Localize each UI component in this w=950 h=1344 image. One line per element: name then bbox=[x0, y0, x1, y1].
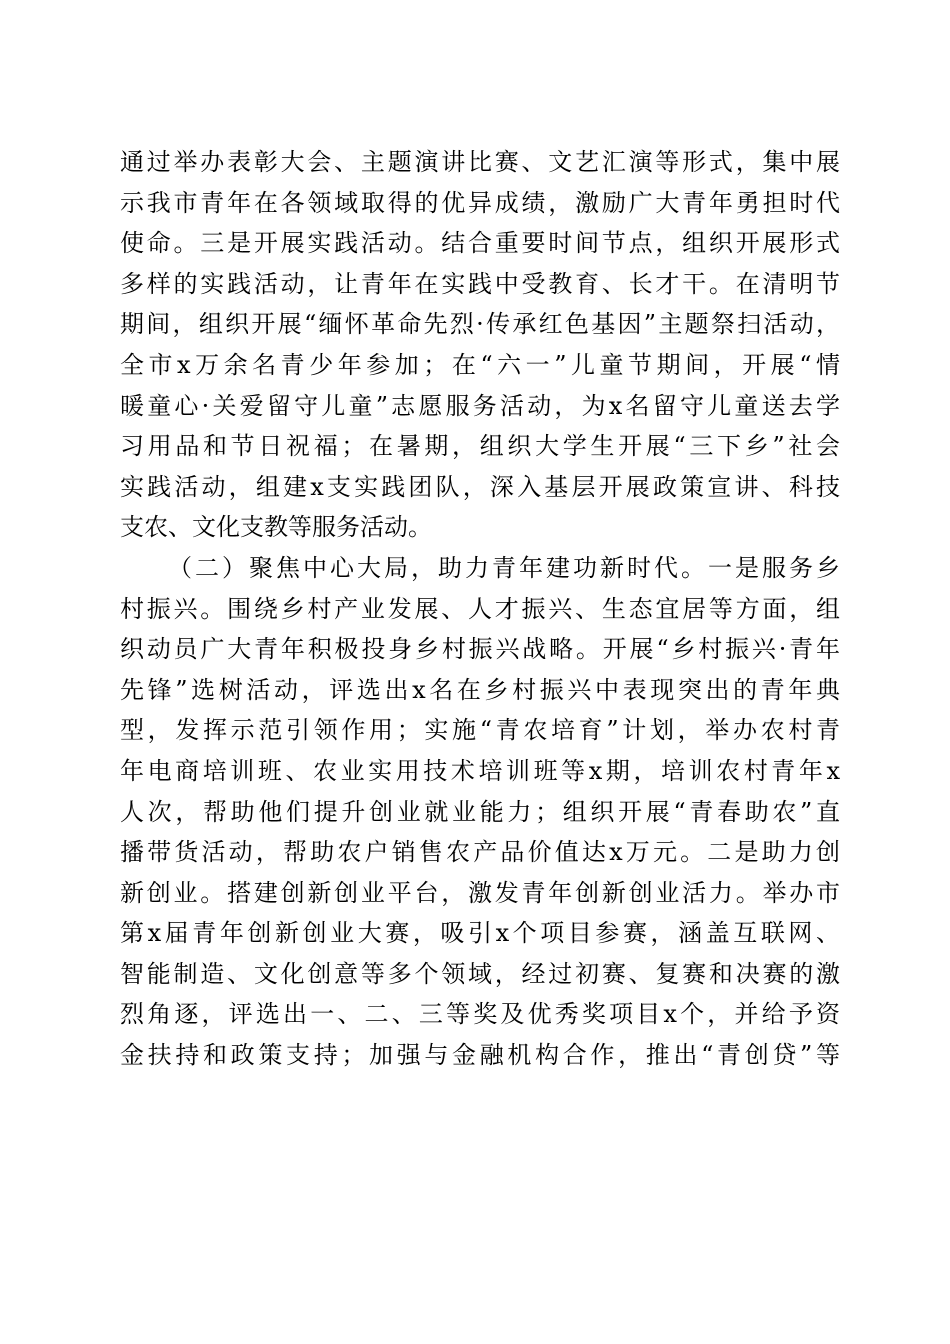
text-line: 型，发挥示范引领作用；实施“青农培育”计划，举办农村青 bbox=[120, 716, 840, 745]
text-line: 示我市青年在各领域取得的优异成绩，激励广大青年勇担时代 bbox=[120, 188, 840, 217]
text-line: 使命。三是开展实践活动。结合重要时间节点，组织开展形式 bbox=[120, 229, 840, 258]
text-line: 习用品和节日祝福；在暑期，组织大学生开展“三下乡”社会 bbox=[120, 432, 840, 461]
text-line: 实践活动，组建x支实践团队，深入基层开展政策宣讲、科技 bbox=[120, 472, 840, 501]
text-line: 多样的实践活动，让青年在实践中受教育、长才干。在清明节 bbox=[120, 269, 840, 298]
text-line: 智能制造、文化创意等多个领域，经过初赛、复赛和决赛的激 bbox=[120, 959, 840, 988]
text-line: 人次，帮助他们提升创业就业能力；组织开展“青春助农”直 bbox=[120, 797, 840, 826]
text-line: 通过举办表彰大会、主题演讲比赛、文艺汇演等形式，集中展 bbox=[120, 148, 840, 176]
section-heading-line: （二）聚焦中心大局，助力青年建功新时代。一是服务乡 bbox=[168, 553, 840, 582]
text-line: 村振兴。围绕乡村产业发展、人才振兴、生态宜居等方面，组 bbox=[120, 594, 840, 623]
text-line: 烈角逐，评选出一、二、三等奖及优秀奖项目x个，并给予资 bbox=[120, 1000, 840, 1029]
text-line: 全市x万余名青少年参加；在“六一”儿童节期间，开展“情 bbox=[120, 350, 840, 379]
text-line: 金扶持和政策支持；加强与金融机构合作，推出“青创贷”等 bbox=[120, 1041, 840, 1070]
document-body bbox=[120, 142, 840, 1076]
text-line: 期间，组织开展“缅怀革命先烈·传承红色基因”主题祭扫活动， bbox=[120, 310, 840, 339]
text-line: 暖童心·关爱留守儿童”志愿服务活动，为x名留守儿童送去学 bbox=[120, 391, 840, 420]
text-line: 新创业。搭建创新创业平台，激发青年创新创业活力。举办市 bbox=[120, 878, 840, 907]
text-line: 先锋”选树活动，评选出x名在乡村振兴中表现突出的青年典 bbox=[120, 675, 840, 704]
text-line: 第x届青年创新创业大赛，吸引x个项目参赛，涵盖互联网、 bbox=[120, 919, 840, 948]
text-line: 年电商培训班、农业实用技术培训班等x期，培训农村青年x bbox=[120, 756, 840, 785]
paragraph-end-line: 支农、文化支教等服务活动。 bbox=[120, 513, 432, 542]
text-line: 播带货活动，帮助农户销售农产品价值达x万元。二是助力创 bbox=[120, 838, 840, 867]
text-line: 织动员广大青年积极投身乡村振兴战略。开展“乡村振兴·青年 bbox=[120, 635, 840, 664]
